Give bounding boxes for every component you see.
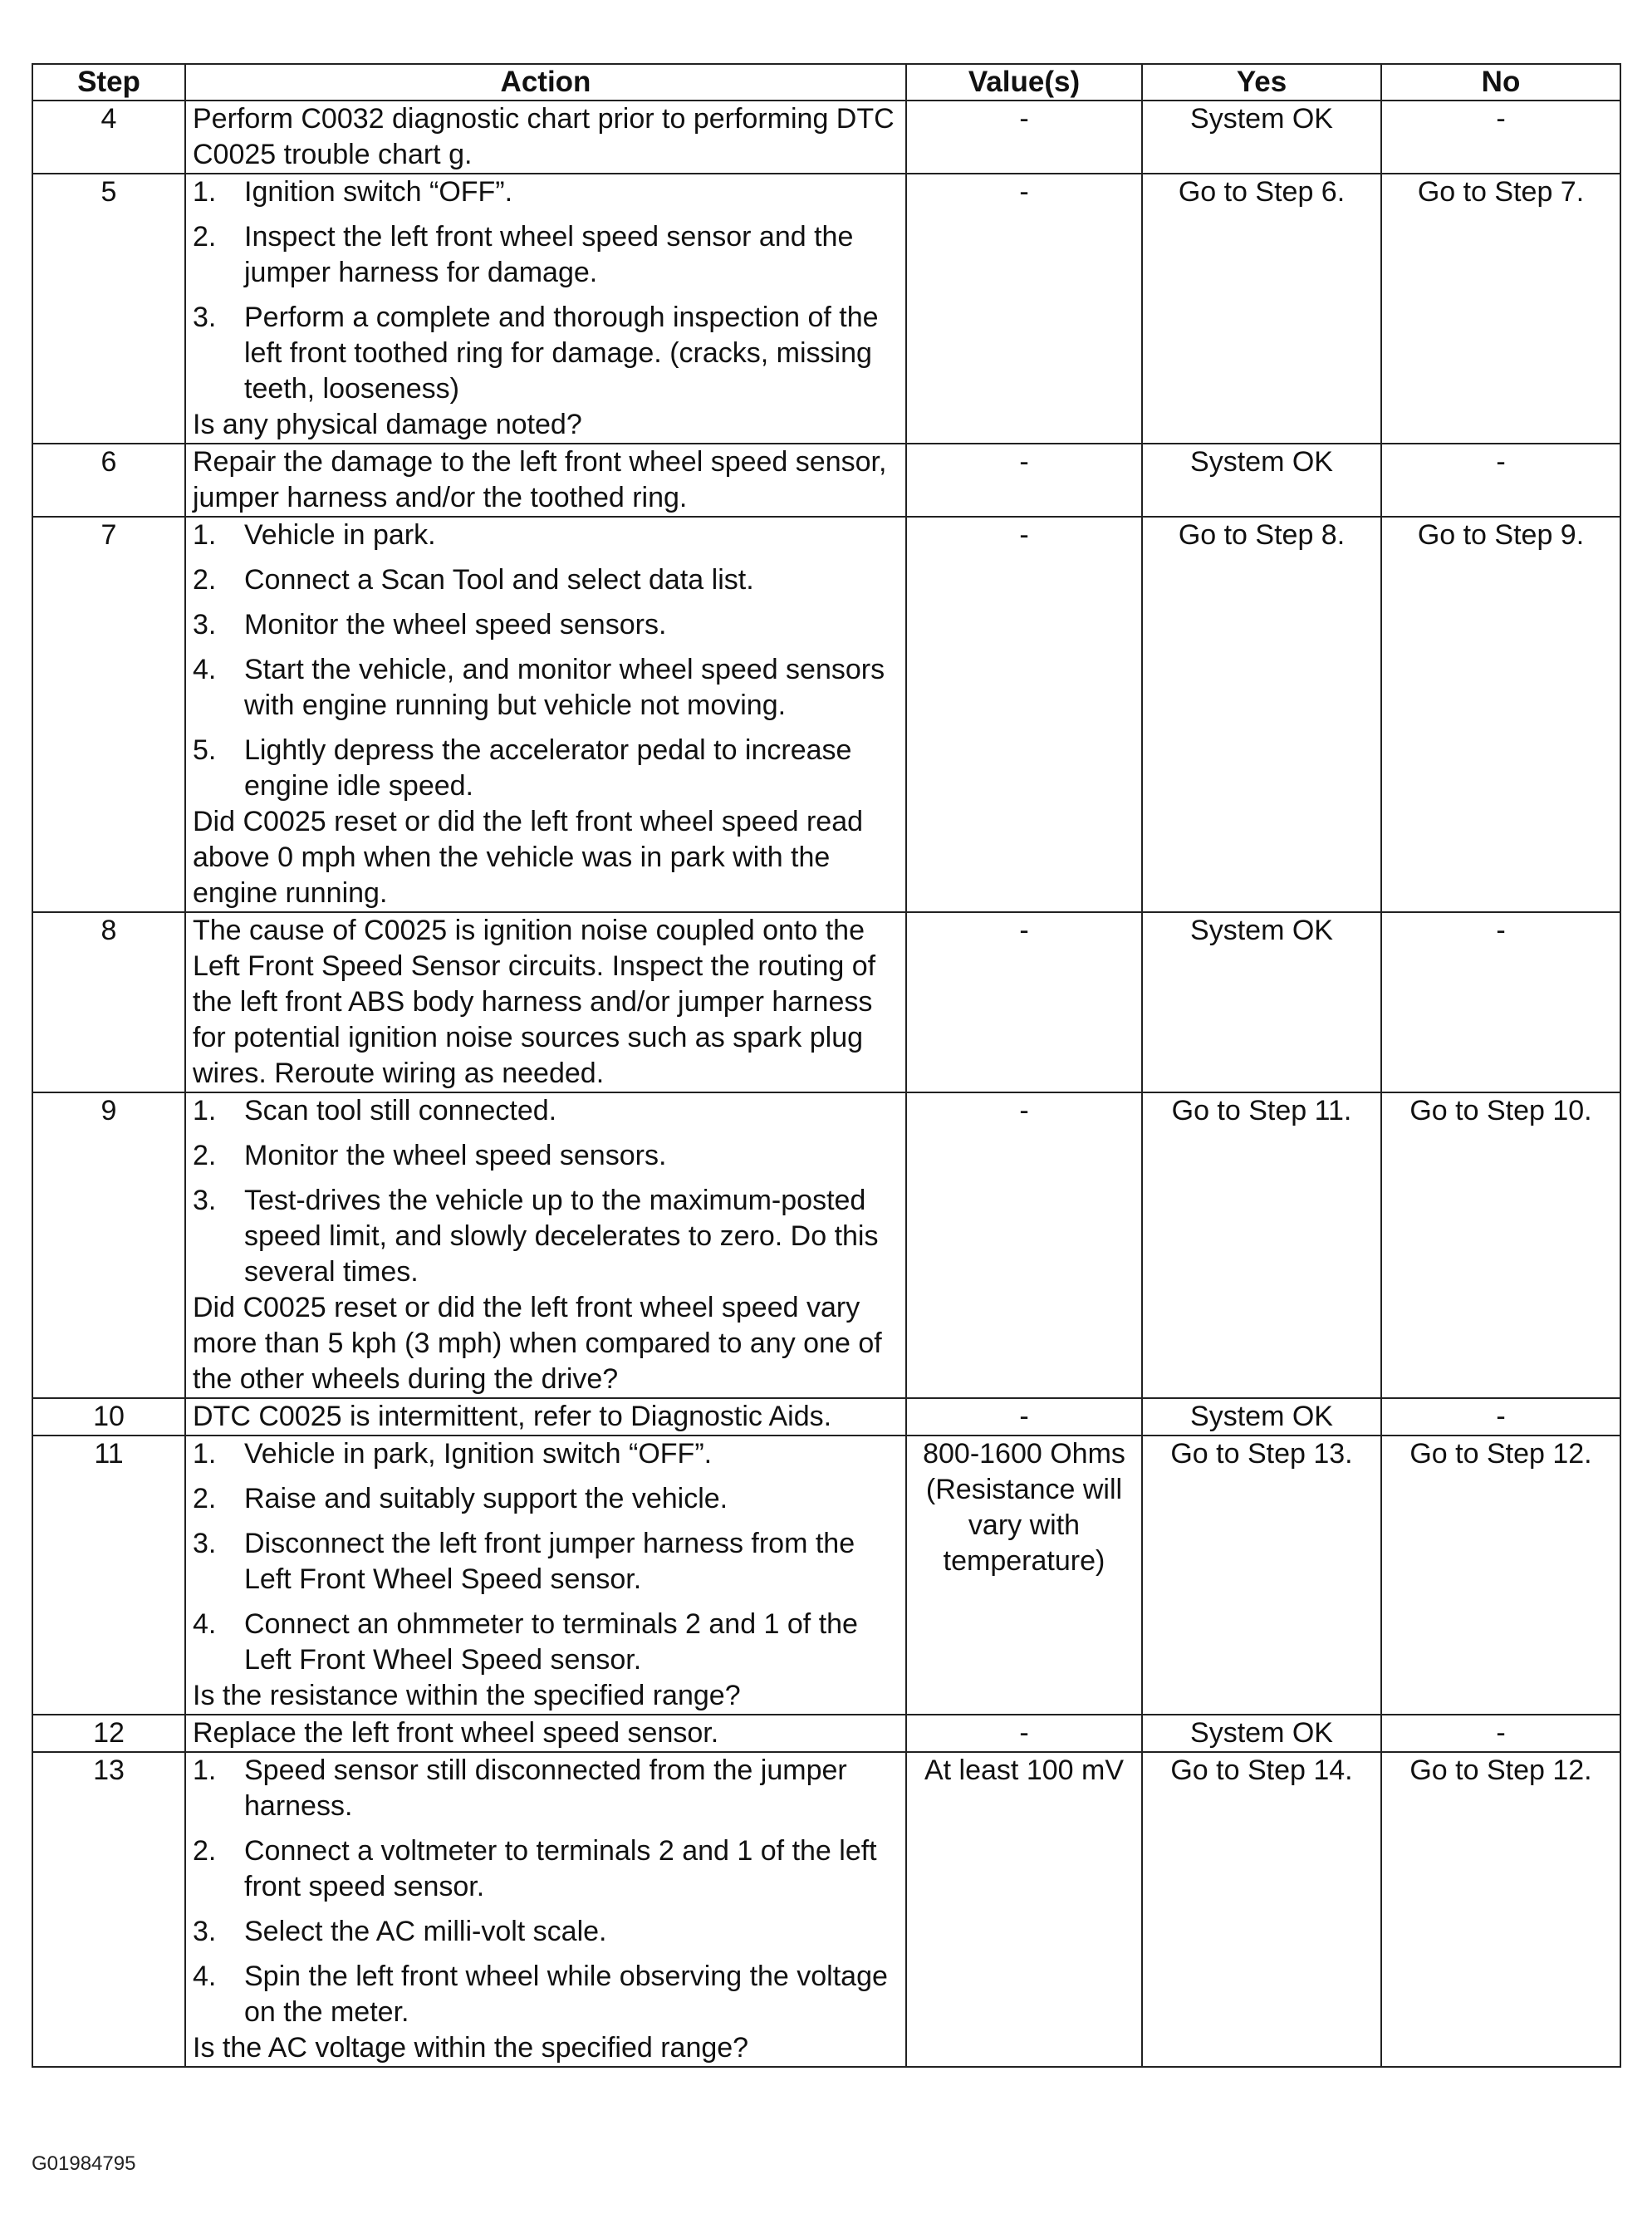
- action-steps-list: [193, 1436, 899, 1678]
- no-cell: -: [1381, 444, 1620, 517]
- action-step-text: Connect a Scan Tool and select data list.: [244, 564, 754, 596]
- no-cell: Go to Step 10.: [1381, 1092, 1620, 1398]
- step-number: 7: [32, 517, 185, 912]
- action-text: The cause of C0025 is ignition noise coupled onto the Left Front Speed Sensor circuits. Inspect the routing of the left front ABS body harness and/or jumper harness for potential ignition noise sources such as spark plug wires. Reroute wiring as needed.: [193, 915, 876, 1089]
- yes-cell: Go to Step 8.: [1142, 517, 1381, 912]
- action-question: Did C0025 reset or did the left front wheel speed vary more than 5 kph (3 mph) when compared to any one of the other wheels during the drive?: [193, 1292, 882, 1395]
- action-step-item: [193, 1959, 899, 2030]
- header-step: Step: [32, 64, 185, 101]
- action-text: Replace the left front wheel speed sensor.: [193, 1717, 719, 1749]
- action-cell: [185, 1398, 906, 1436]
- action-cell: [185, 517, 906, 912]
- action-step-item: [193, 1526, 899, 1598]
- action-step-item: [193, 1753, 899, 1824]
- step-number: 6: [32, 444, 185, 517]
- header-row: [32, 64, 1620, 101]
- no-cell: -: [1381, 912, 1620, 1092]
- action-steps-list: [193, 174, 899, 407]
- step-number: 11: [32, 1436, 185, 1715]
- action-step-text: Select the AC milli-volt scale.: [244, 1916, 607, 1947]
- action-cell: [185, 1715, 906, 1752]
- action-text: DTC C0025 is intermittent, refer to Diagnostic Aids.: [193, 1401, 832, 1432]
- action-step-number: 4.: [193, 1961, 217, 1992]
- header-yes: Yes: [1142, 64, 1381, 101]
- action-step-item: [193, 1436, 899, 1472]
- action-step-item: [193, 518, 899, 553]
- action-step-text: Start the vehicle, and monitor wheel speed sensors with engine running but vehicle not moving.: [244, 654, 885, 721]
- step-number: 13: [32, 1752, 185, 2067]
- action-cell: [185, 912, 906, 1092]
- header-values: Value(s): [906, 64, 1142, 101]
- step-number: 4: [32, 101, 185, 174]
- table-row: [32, 174, 1620, 444]
- action-step-text: Vehicle in park.: [244, 519, 436, 551]
- action-question: Is the AC voltage within the specified range?: [193, 2032, 749, 2064]
- table-row: [32, 1092, 1620, 1398]
- step-number: 9: [32, 1092, 185, 1398]
- value-cell: At least 100 mV: [906, 1752, 1142, 2067]
- table-row: [32, 1715, 1620, 1752]
- action-cell: [185, 101, 906, 174]
- action-text: Repair the damage to the left front wheel speed sensor, jumper harness and/or the toothed ring.: [193, 446, 887, 513]
- action-step-text: Test-drives the vehicle up to the maximum-posted speed limit, and slowly decelerates to zero. Do this several times.: [244, 1185, 879, 1288]
- value-cell: -: [906, 1715, 1142, 1752]
- action-step-text: Vehicle in park, Ignition switch “OFF”.: [244, 1438, 713, 1470]
- action-step-number: 4.: [193, 1608, 217, 1640]
- action-step-item: [193, 300, 899, 407]
- table-row: [32, 912, 1620, 1092]
- action-step-number: 1.: [193, 176, 217, 208]
- action-step-text: Inspect the left front wheel speed sensor and the jumper harness for damage.: [244, 221, 854, 288]
- diagnostic-chart: [32, 63, 1620, 2068]
- yes-cell: Go to Step 11.: [1142, 1092, 1381, 1398]
- action-step-item: [193, 1183, 899, 1290]
- action-step-number: 3.: [193, 609, 217, 640]
- action-step-item: [193, 1093, 899, 1129]
- diagnostic-table: [32, 63, 1621, 2068]
- step-number: 12: [32, 1715, 185, 1752]
- action-step-text: Connect an ohmmeter to terminals 2 and 1 of the Left Front Wheel Speed sensor.: [244, 1608, 858, 1676]
- table-body: [32, 101, 1620, 2067]
- action-cell: [185, 444, 906, 517]
- action-step-text: Monitor the wheel speed sensors.: [244, 1140, 667, 1171]
- yes-cell: Go to Step 6.: [1142, 174, 1381, 444]
- action-step-number: 3.: [193, 302, 217, 333]
- action-step-item: [193, 652, 899, 724]
- action-step-item: [193, 562, 899, 598]
- table-row: [32, 444, 1620, 517]
- action-step-number: 2.: [193, 564, 217, 596]
- action-step-number: 1.: [193, 1755, 217, 1786]
- action-step-item: [193, 1607, 899, 1678]
- no-cell: Go to Step 12.: [1381, 1752, 1620, 2067]
- action-steps-list: [193, 1753, 899, 2030]
- table-row: [32, 1752, 1620, 2067]
- yes-cell: System OK: [1142, 912, 1381, 1092]
- action-step-number: 2.: [193, 1835, 217, 1867]
- action-step-text: Speed sensor still disconnected from the jumper harness.: [244, 1755, 847, 1822]
- action-step-number: 1.: [193, 519, 217, 551]
- action-step-item: [193, 1138, 899, 1174]
- no-cell: Go to Step 9.: [1381, 517, 1620, 912]
- action-cell: [185, 1752, 906, 2067]
- action-cell: [185, 1092, 906, 1398]
- yes-cell: System OK: [1142, 444, 1381, 517]
- no-cell: -: [1381, 101, 1620, 174]
- action-step-number: 2.: [193, 221, 217, 253]
- action-cell: [185, 174, 906, 444]
- figure-id: G01984795: [32, 2152, 136, 2175]
- action-step-item: [193, 1914, 899, 1950]
- header-no: No: [1381, 64, 1620, 101]
- action-cell: [185, 1436, 906, 1715]
- action-question: Is any physical damage noted?: [193, 409, 582, 440]
- no-cell: -: [1381, 1715, 1620, 1752]
- action-step-number: 3.: [193, 1528, 217, 1559]
- action-step-number: 2.: [193, 1140, 217, 1171]
- action-step-item: [193, 1481, 899, 1517]
- action-steps-list: [193, 1093, 899, 1290]
- action-step-number: 3.: [193, 1916, 217, 1947]
- table-row: [32, 517, 1620, 912]
- value-cell: -: [906, 912, 1142, 1092]
- action-steps-list: [193, 518, 899, 804]
- step-number: 10: [32, 1398, 185, 1436]
- action-step-number: 3.: [193, 1185, 217, 1216]
- header-action: Action: [185, 64, 906, 101]
- step-number: 8: [32, 912, 185, 1092]
- value-cell: -: [906, 101, 1142, 174]
- action-step-text: Raise and suitably support the vehicle.: [244, 1483, 728, 1514]
- value-cell: -: [906, 1092, 1142, 1398]
- value-cell: -: [906, 517, 1142, 912]
- action-step-number: 1.: [193, 1438, 217, 1470]
- action-step-item: [193, 733, 899, 804]
- value-cell: 800-1600 Ohms (Resistance will vary with temperature): [906, 1436, 1142, 1715]
- action-step-text: Spin the left front wheel while observing the voltage on the meter.: [244, 1961, 888, 2028]
- action-step-text: Lightly depress the accelerator pedal to increase engine idle speed.: [244, 734, 852, 802]
- action-step-number: 5.: [193, 734, 217, 766]
- no-cell: Go to Step 12.: [1381, 1436, 1620, 1715]
- action-question: Is the resistance within the specified range?: [193, 1680, 741, 1711]
- no-cell: Go to Step 7.: [1381, 174, 1620, 444]
- value-cell: -: [906, 174, 1142, 444]
- action-question: Did C0025 reset or did the left front wheel speed read above 0 mph when the vehicle was in park with the engine running.: [193, 806, 864, 909]
- table-row: [32, 101, 1620, 174]
- action-step-item: [193, 607, 899, 643]
- value-cell: -: [906, 1398, 1142, 1436]
- yes-cell: Go to Step 13.: [1142, 1436, 1381, 1715]
- action-step-number: 4.: [193, 654, 217, 685]
- action-step-item: [193, 1833, 899, 1905]
- yes-cell: Go to Step 14.: [1142, 1752, 1381, 2067]
- action-step-text: Disconnect the left front jumper harness from the Left Front Wheel Speed sensor.: [244, 1528, 855, 1595]
- action-step-text: Scan tool still connected.: [244, 1095, 557, 1126]
- action-step-number: 2.: [193, 1483, 217, 1514]
- step-number: 5: [32, 174, 185, 444]
- action-step-text: Monitor the wheel speed sensors.: [244, 609, 667, 640]
- action-step-number: 1.: [193, 1095, 217, 1126]
- table-row: [32, 1398, 1620, 1436]
- action-step-text: Perform a complete and thorough inspection of the left front toothed ring for damage. (cracks, missing teeth, looseness): [244, 302, 879, 405]
- no-cell: -: [1381, 1398, 1620, 1436]
- action-step-text: Ignition switch “OFF”.: [244, 176, 513, 208]
- action-step-text: Connect a voltmeter to terminals 2 and 1 of the left front speed sensor.: [244, 1835, 877, 1902]
- action-step-item: [193, 219, 899, 291]
- yes-cell: System OK: [1142, 101, 1381, 174]
- action-text: Perform C0032 diagnostic chart prior to performing DTC C0025 trouble chart g.: [193, 103, 895, 170]
- action-step-item: [193, 174, 899, 210]
- table-row: [32, 1436, 1620, 1715]
- yes-cell: System OK: [1142, 1398, 1381, 1436]
- value-cell: -: [906, 444, 1142, 517]
- yes-cell: System OK: [1142, 1715, 1381, 1752]
